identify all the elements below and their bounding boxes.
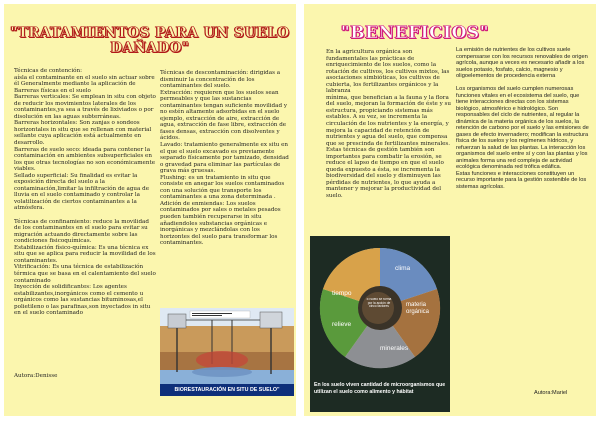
- right-column-1-text: En la agricultura orgánica son fundamentales las prácticas de enriquecimiento de los suelos, como la rotación de cultivos, los cultivos mixtos, las asociaciones simbióticas, los cultivos de cubierta, los fertilizantes orgánicos y la labranza mínima, que benefician a la fauna y la flora del suelo, mejoran la formación de éste y su estructura, propiciando sistemas más estables. A su vez, se incrementa la circulación de los nutrientes y la energía, y mejora la capacidad de retención de nutrientes y agua del suelo, que compensa que se prescinda de fertilizantes minerales. Estas técnicas de gestión también son importantes para combatir la erosión, se reduce el lapso de tiempo en que el suelo queda expuesto a ésta, se incrementa la biodiversidad del suelo y disminuyen las pérdidas de nutrientes, lo que ayuda a mantener y mejorar la productividad del suelo.: [326, 49, 451, 200]
- right-page-author: Autora:Mariel: [534, 390, 568, 396]
- left-page-author: Autora:Denisse: [14, 373, 58, 379]
- label-minerales: minerales: [380, 345, 409, 352]
- left-page: [4, 4, 296, 416]
- label-materia-organica: materia orgánica: [406, 302, 430, 315]
- right-page-title: "BENEFICIOS": [340, 23, 490, 43]
- left-page-title: "TRATAMIENTOS PARA UN SUELO DAÑADO": [10, 25, 290, 56]
- right-page: [304, 4, 596, 416]
- soil-diagram-caption: En los suelo viven cantidad de microorganismos que utilizan el suelo como alimento y hábitat: [310, 378, 450, 412]
- left-column-2-text: Técnicas de descontaminación: dirigidas a disminuir la concentración de los contaminantes del suelo. Extracción: requieren que los suelos sean permeables y que las sustancias contaminantes tengan suficiente movilidad y no estén altamente adsorbidas en el suelo ejemplo, extracción de aire, extracción de agua, extracción de fase libre, extracción de fases densas, extracción con disolventes y ácidos. Lavado: tratamiento generalmente ex situ en el que el suelo excavado es previamente separado físicamente por tamizado, densidad o gravedad para eliminar las partículas de grava más gruesas. Flushing: es un tratamiento in situ que consiste en anegar los suelos contaminados con una solución que transporte los contaminantes a una zona determinada . Adición de enmiendas: Los suelos contaminados por sales o metales pesados pueden también recuperarse in situ añadiendoles substancias orgánicas e inorgánicas y mezclándolas con los horizontes del suelo para transformar los contaminantes.: [160, 70, 289, 247]
- diagram-center-text: El suelo se forma por la acción de cinco factores: [366, 298, 392, 309]
- label-tiempo: tiempo: [332, 290, 352, 297]
- bioremediation-caption: BIORESTAURACIÓN EN SITU DE SUELO": [160, 384, 294, 396]
- right-column-2-text: La emisión de nutrientes de los cultivos suele compensarse con los recursos renovables de origen agrícola, aunque a veces es necesario añadir a los suelos potasio, fosfato, calcio, magnesio y oligoelementos de procedencia externa Los organismos del suelo cumplen numerosas funciones vitales en el ecosistema del suelo, que tiene interacciones directas con los sistemas biológico, atmosférico e hidrológico. Son responsables del ciclo de nutrientes, al regular la dinámica de la materia orgánica de los suelos, la retención de carbono por el suelo y las emisiones de gases de efecto invernadero; modifican la estructura física de los suelos y los regímenes hídricos, y refuerzan la salud de las plantas. La interacción los organismos del suelo entre sí y con las plantas y los animales forma una red compleja de actividad ecológica denominada red trófica edáfica. Estas funciones e interacciones constituyen un recurso importante para la gestión sostenible de los sistemas agrícolas.: [456, 47, 589, 190]
- label-relieve: relieve: [332, 321, 352, 328]
- label-clima: clima: [395, 265, 411, 272]
- bioremediation-diagram: [160, 308, 294, 384]
- left-column-1-text: Técnicas de contención: aísla el contaminante en el suelo sin actuar sobre él Generalmente mediante la aplicación de Barreras físicas en el suelo Barreras verticales: Se emplean in situ con objeto de reducir los movimientos laterales de los contaminantes,ya sea a través de lixiviados o por disolución en las aguas subterráneas. Barreras horizontales: Son zanjas o sondeos horizontales in situ que se rellenan con material sellante cuya aplicación está actualmente en desarrollo. Barreras de suelo seco: ideada para contener la contaminación en ambientes subsuperficiales en los que otras tecnologías no son económicamente viables. Sellado superficial: Su finalidad es evitar la exposición directa del suelo a la contaminación,limitar la infiltración de agua de lluvia en el suelo contaminado y controlar la volatilización de ciertos contaminantes a la atmósfera. Técnicas de confinamiento: reduce la movilidad de los contaminantes en el suelo para evitar su migración actuando directamente sobre las condiciones fisicoquímicas. Estabilización físico-química: Es una técnica ex situ que se aplica para reducir la movilidad de los contaminantes. Vitrificación: Es una técnica de estabilización térmica que se basa en el calentamiento del suelo contaminado Inyección de solidificantes: Los agentes estabilizantes,inorgánicos como el cemento u orgánicos como las sustancias bituminosas,el polietileno o las parafinas,son inyectados in situ en el suelo contaminado: [14, 68, 156, 317]
- soil-formation-diagram: [318, 240, 442, 376]
